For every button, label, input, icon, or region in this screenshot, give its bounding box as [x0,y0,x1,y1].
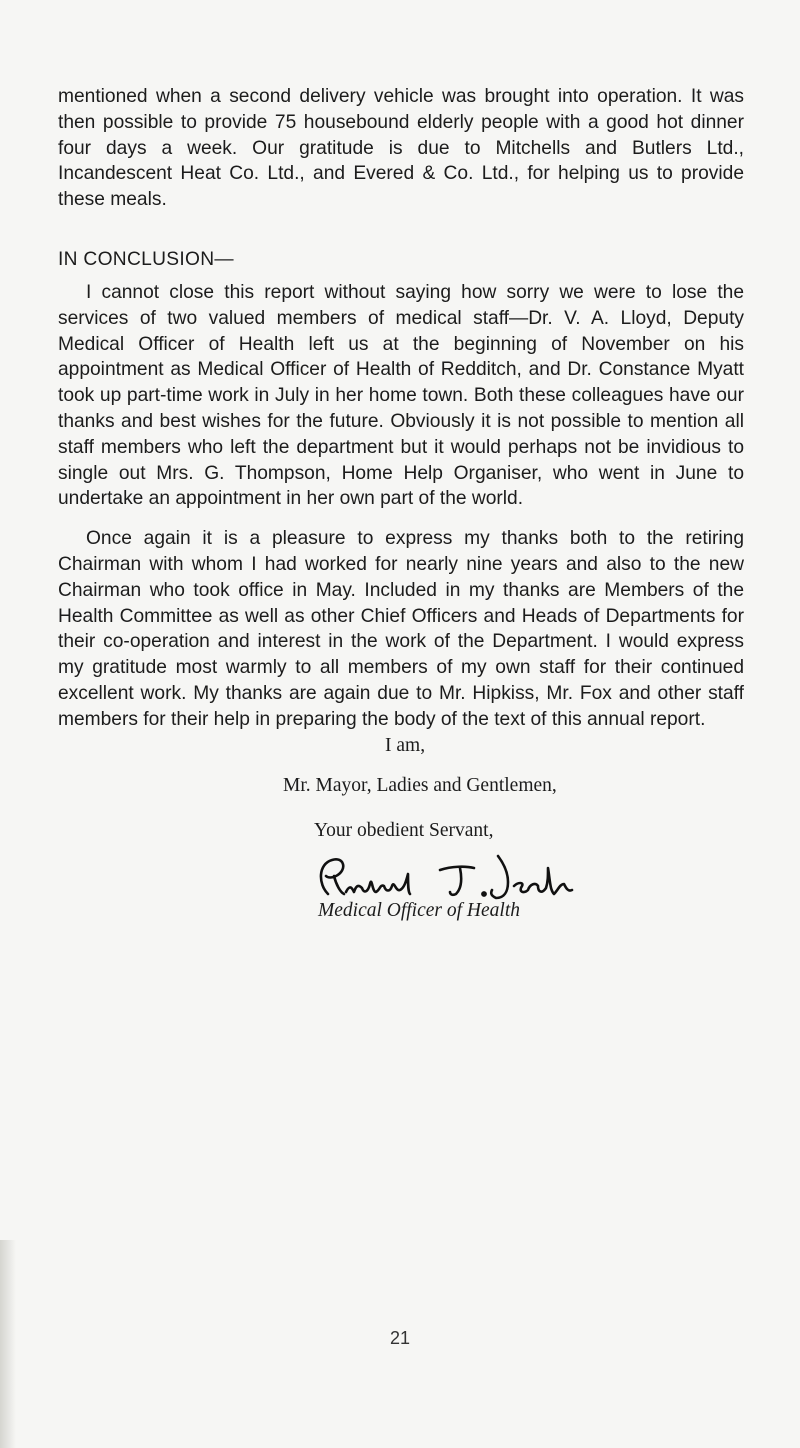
paragraph-intro: mentioned when a second delivery vehicle was brought into operation. It was then possible to provide 75 housebound elderly people with a good hot dinner four days a week. Our gratitude is due to Mitchells and Butlers Ltd., Incandescent Heat Co. Ltd., and Evered & Co. Ltd., for helping us to provide these meals. [58,86,744,211]
paragraph-staff-departures: I cannot close this report without saying how sorry we were to lose the services of two valued members of medical staff—Dr. V. A. Lloyd, Deputy Medical Officer of Health left us at the beginning of November on his appointment as Medical Officer of Health of Redditch, and Dr. Constance Myatt took up part-time work in July in her home town. Both these colleagues have our thanks and best wishes for the future. Obviously it is not possible to mention all staff members who left the department but it would perhaps not be invidious to single out Mrs. G. Thompson, Home Help Organiser, who went in June to undertake an appointment in her own part of the world. [58,281,744,510]
page-number: 21 [389,1328,411,1348]
closing-i-am: I am, [385,735,426,756]
document-page [58,84,744,733]
paragraph-thanks: Once again it is a pleasure to express my thanks both to the retiring Chairman with whom I had worked for nearly nine years and also to the new Chairman who took office in May. Included in my thanks are Members of the Health Committee as well as other Chief Officers and Heads of Departments for their co-operation and interest in the work of the Department. I would express my gratitude most warmly to all members of my own staff for their continued excellent work. My thanks are again due to Mr. Hipkiss, Mr. Fox and other staff members for their help in preparing the body of the text of this annual report. [58,528,744,730]
section-heading: IN CONCLUSION— [58,248,234,270]
closing-salutation: Mr. Mayor, Ladies and Gentlemen, [283,775,557,796]
signatory-title: Medical Officer of Health [318,900,520,921]
closing-servant: Your obedient Servant, [314,820,494,841]
